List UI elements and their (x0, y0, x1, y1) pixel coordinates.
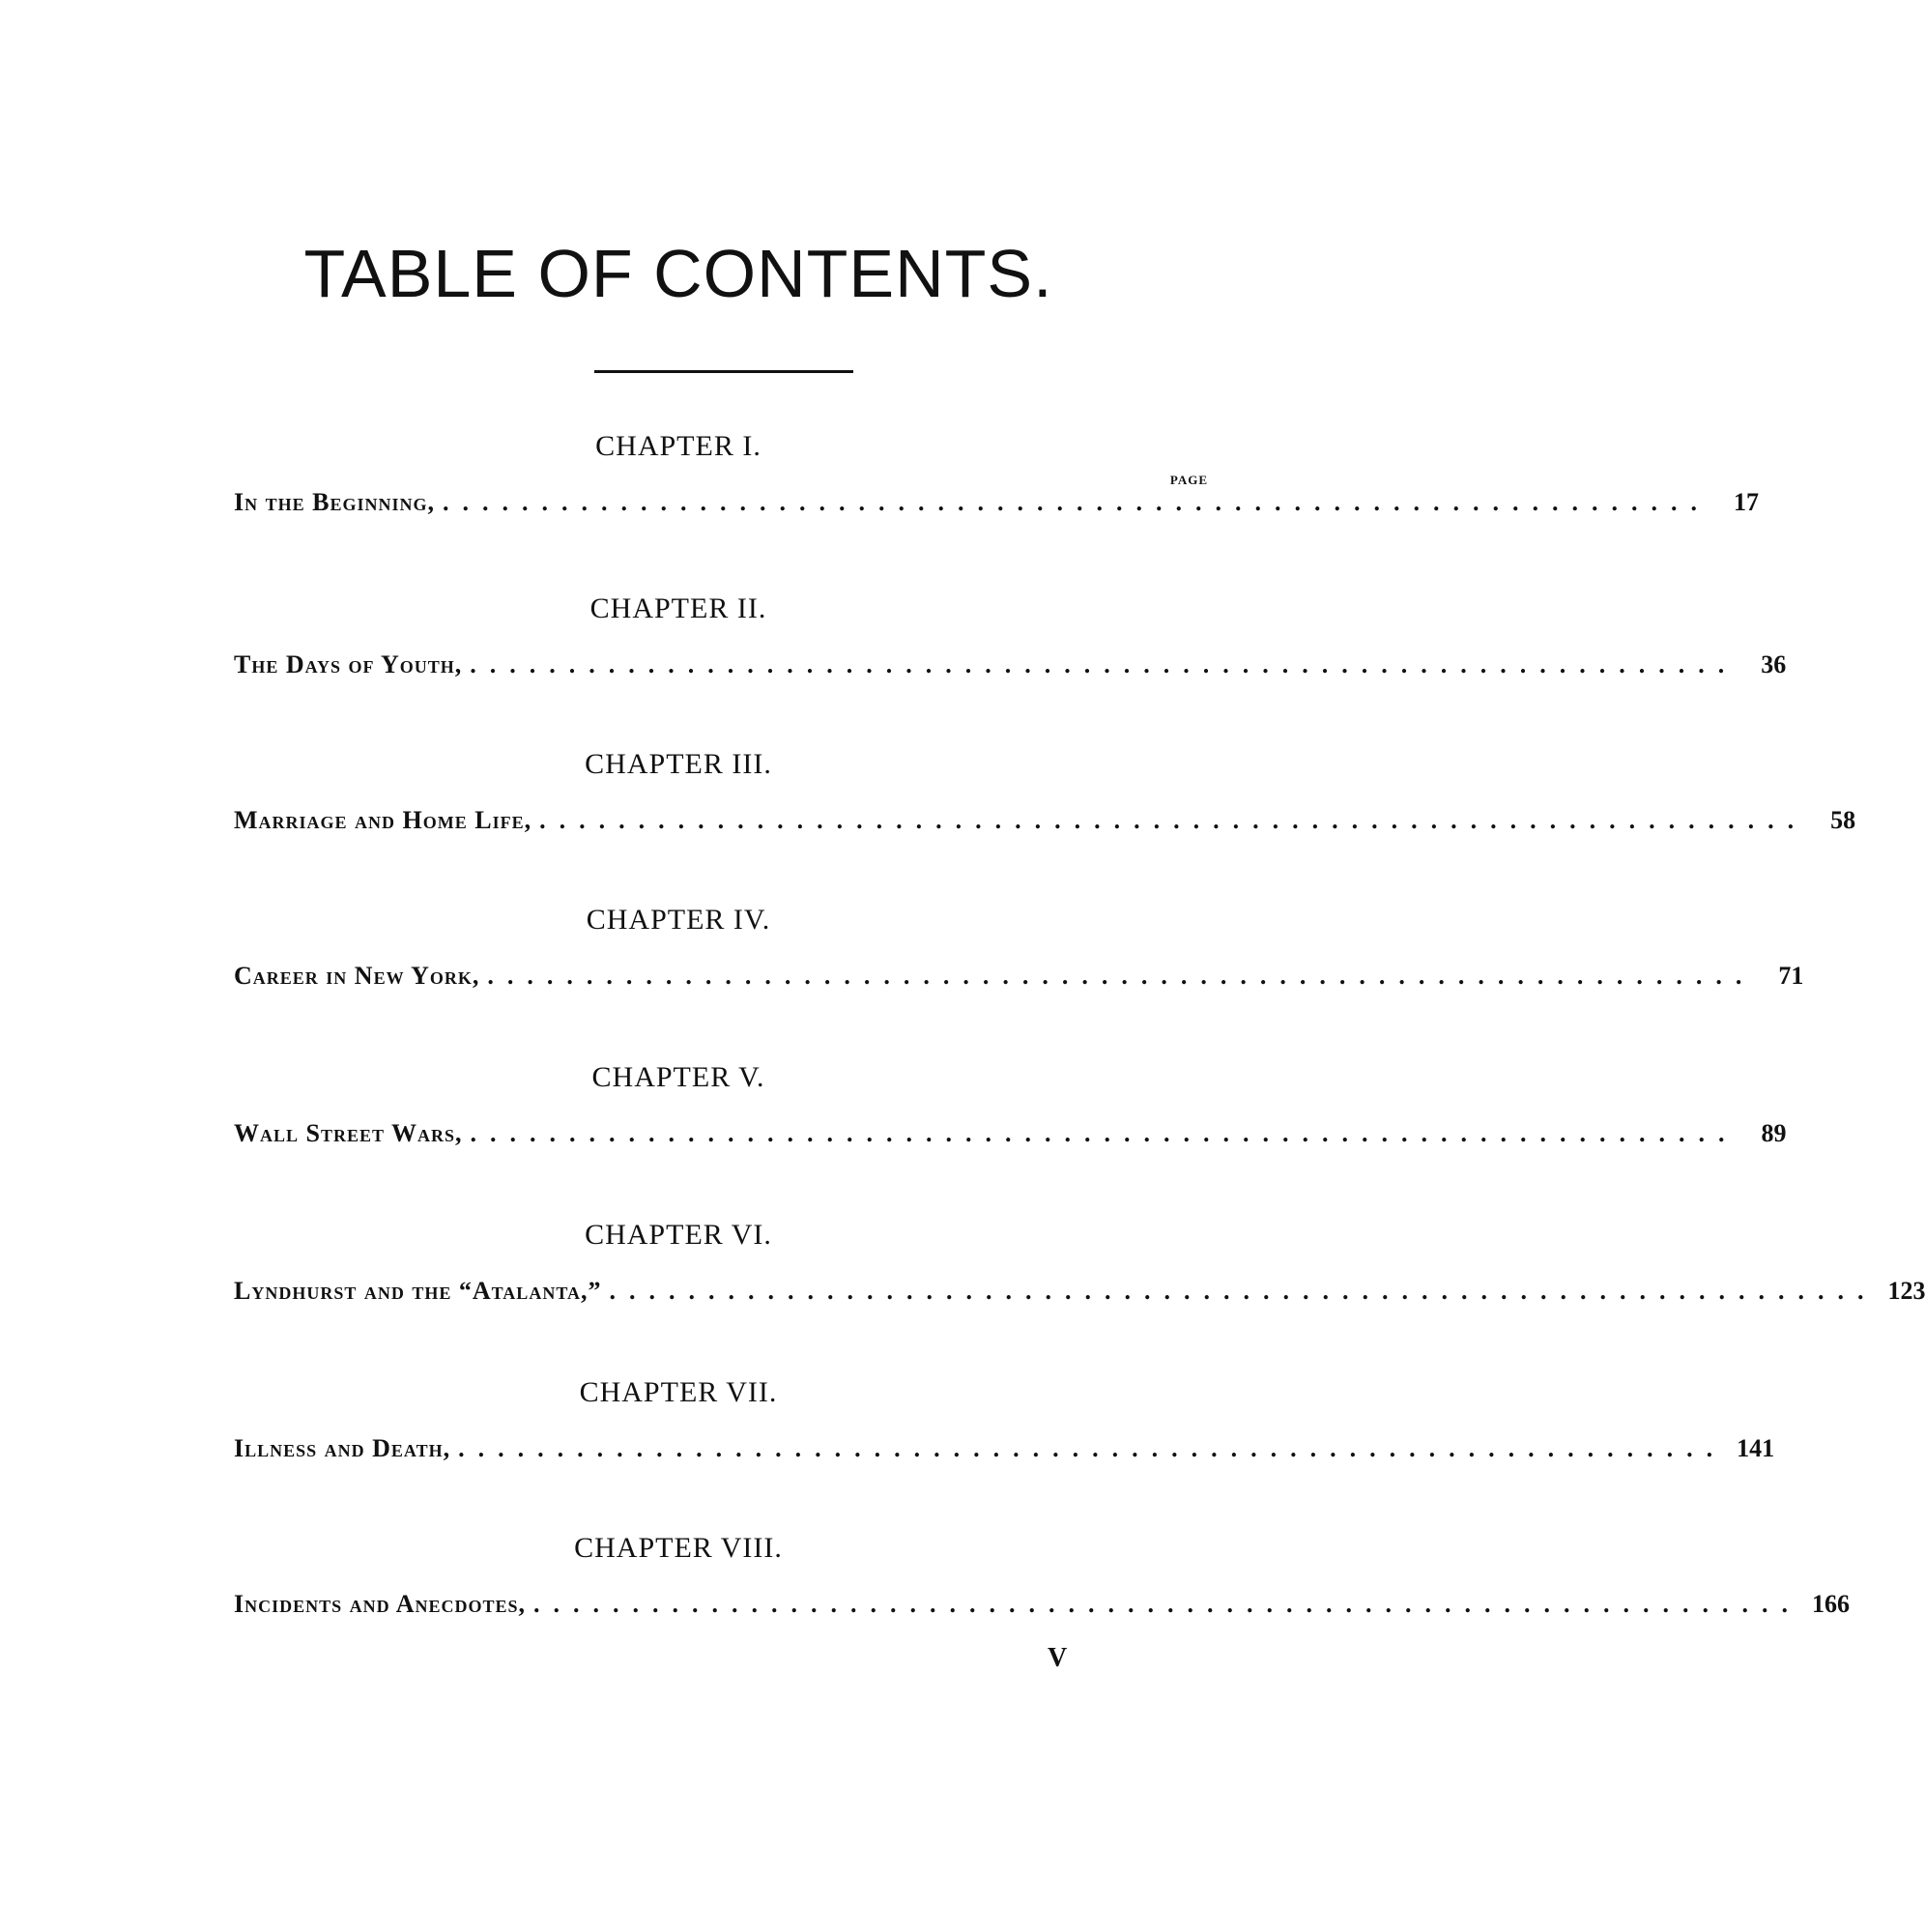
entry-page-number: 89 (1761, 1119, 1787, 1147)
dot-leader: ................................................................ (443, 488, 1710, 516)
dot-leader: ................................................................ (458, 1434, 1727, 1462)
page-folio: V (1048, 1643, 1068, 1673)
dot-leader: ................................................................ (470, 1119, 1738, 1147)
toc-entry (234, 650, 1787, 678)
toc-entry (234, 806, 1856, 834)
entry-title: In the Beginning, (234, 488, 435, 516)
chapter-heading: CHAPTER IV. (586, 904, 771, 936)
chapter-heading: CHAPTER II. (589, 592, 767, 624)
chapter-heading: CHAPTER VIII. (574, 1532, 783, 1564)
entry-page-number: 141 (1737, 1434, 1775, 1462)
entry-page-number: 123 (1887, 1277, 1925, 1305)
entry-page-number: 166 (1812, 1590, 1851, 1618)
toc-entry (234, 962, 1804, 990)
chapter-heading: CHAPTER VII. (579, 1376, 778, 1408)
chapter-heading: CHAPTER VI. (585, 1219, 772, 1251)
toc-entry (234, 1119, 1787, 1147)
chapter-heading: CHAPTER V. (591, 1061, 765, 1093)
page-title: TABLE OF CONTENTS. (303, 236, 1053, 311)
entry-page-number: 36 (1761, 650, 1787, 678)
entry-page-number: 17 (1734, 488, 1759, 516)
entry-title: The Days of Youth, (234, 650, 463, 678)
entry-page-number: 58 (1830, 806, 1856, 834)
dot-leader: ................................................................ (533, 1590, 1802, 1618)
page-column-label: PAGE (1169, 473, 1208, 487)
entry-title: Lyndhurst and the “Atalanta,” (234, 1277, 602, 1305)
dot-leader: ................................................................ (609, 1277, 1878, 1305)
dot-leader: ................................................................ (470, 650, 1738, 678)
entry-title: Career in New York, (234, 962, 480, 990)
entry-title: Marriage and Home Life, (234, 806, 532, 834)
dot-leader: ................................................................ (539, 806, 1808, 834)
toc-entry (234, 1434, 1775, 1462)
toc-entry (234, 488, 1759, 516)
chapter-heading: CHAPTER III. (585, 748, 772, 780)
toc-entry (234, 1277, 1925, 1305)
entry-page-number: 71 (1778, 962, 1804, 990)
toc-entry (234, 1590, 1851, 1618)
entry-title: Incidents and Anecdotes, (234, 1590, 527, 1618)
chapter-heading: CHAPTER I. (595, 430, 761, 462)
dot-leader: ................................................................ (487, 962, 1756, 990)
entry-title: Illness and Death, (234, 1434, 451, 1462)
entry-title: Wall Street Wars, (234, 1119, 463, 1147)
